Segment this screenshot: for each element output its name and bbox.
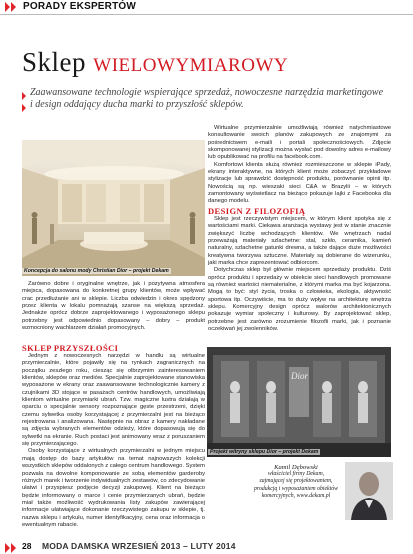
salon-concept-image	[22, 140, 205, 276]
subheading: SKLEP PRZYSZŁOŚCI	[22, 343, 119, 353]
paragraph: Osoby korzystające z wirtualnych przymierzalni w jednym miejscu mają dostęp do bazy artykułów na temat najnowszych kolekcji wszystkich sklepów oddalonych z całego centrum handlowego. System pozwala na dowolne komponowanie ze sobą elementów garderoby różnych marek i tworzenie indywidualnych zestawów, co zdecydowanie ułatwi i przyspiesz podjęcie decyzji zakupowej. Klient na bieżąco będzie informowany o marce i cenie przymierzanych ubrań, będzie miał także możliwość wydrukowania listy zakupów zawierającej informacje ułatwiające dokonanie rzeczywistego zakupu w sklepie, tj. nazwa sklepu i artykułu, numer identyfikacyjny, cena oraz informacja o ewentualnym rabacie.	[22, 448, 205, 528]
chevron-right-icon	[5, 543, 10, 553]
lead-line-2: i design oddający ducha marki to przyszłość sklepów.	[30, 99, 244, 110]
article-title-word1: Sklep	[22, 47, 94, 77]
author-line: zajmującej się projektowaniem,	[259, 478, 333, 485]
paragraph: Sklep jest rzeczywistym miejscem, w którym klient spotyka się z wartościami marki. Ciekawa aranżacja wystawy jest w stanie znacznie zwiększyć liczbę wchodzących klientów. We wnętrzach nadal przeważają materiały szlachetne: stal, szkło, ceramika, kamień naturalny, szlachetne gatunki drewna, a także dające duże możliwości kreatywna tworzywa sztuczne. Materiały są dobierane do wizerunku, jaki marka chce zaprezentować odbiorcom.	[208, 216, 391, 267]
section-header	[0, 0, 413, 14]
section-title: PORADY EKSPERTÓW	[23, 1, 137, 12]
bullet-icon	[22, 104, 26, 112]
author-line: produkcją i wyposażaniem obiektów	[254, 485, 338, 492]
paragraph: Komfortowi klienta służą również rozmieszczone w sklepie iPady, ekrany interaktywne, na których klient może zobaczyć przykładowe stylizacje lub sprawdzić dostępność produktu, porównanie opinii itp. Nowością są np. wieszaki sieci C&A w Brazylii – w których zamontowany wyświetlacz na bieżąco pokazuje lajki z Facebooka dla danego modelu.	[208, 161, 391, 205]
subheading: DESIGN Z FILOZOFIĄ	[208, 206, 306, 216]
chevron-right-icon	[11, 2, 16, 12]
paragraph: Jednym z nowoczesnych narzędzi w handlu są wirtualne przymierzalnie, które pojawiły się na rynkach zagranicznych na początku zeszłego roku, ciesząc się olbrzymim zainteresowaniem klientów, sklepów oraz mediów. Specjalnie zaprojektowane stanowiska wyposażone w ekrany oraz zaawansowane technologicznie kamery z czujnikami 3D stojące w pasażach centrów handlowych, umożliwiają klientom wirtualne przymiarki ubrań. Tzw. magiczne lustra działają w oparciu o specjalnie sensory rozpoznające gęste przestrzeni, dzięki czemu sylwetka osoby korzystającej z przymierzalni jest na bieżąco rejestrowana i analizowana. Następnie na obraz z kamery nakładane są zdjęcia wybranych elementów odzieży, które dopasowują się do sylwetki na ekranie. Ruch postaci jest animowany wraz z poruszaniem się przymierzającego.	[22, 353, 205, 448]
author-portrait	[345, 462, 393, 520]
salon-illustration	[22, 140, 205, 276]
lead-line-1: Zaawansowane technologie wspierające sprzedaż, nowoczesne narzędzia marketingowe	[30, 87, 384, 98]
left-column-2	[22, 353, 205, 529]
right-column-2	[208, 216, 391, 334]
right-column	[208, 125, 391, 206]
author-line: właściciel firmy Dekam,	[267, 471, 325, 478]
paragraph: Wirtualne przymierzalnie umożliwiają również natychmiastowe konsultowanie swoich planów zakupowych ze znajomymi za pośrednictwem e-maili i portali społecznościowych. Zdjęcie skomponowanej stylizacji można wysłać pod dowolny adres e-mailowy lub opublikować na profilu na facebook.com.	[208, 125, 391, 161]
chevron-right-icon	[11, 543, 16, 553]
avatar	[345, 462, 393, 520]
window-illustration	[207, 347, 391, 457]
bullet-icon	[22, 92, 26, 100]
article-title-word2: wielowymiarowy	[93, 47, 289, 77]
page-number: 28	[22, 541, 32, 551]
paragraph: Zarówno dobre i oryginalne wnętrze, jak i pozytywna atmosfera miejsca, dopasowana do konkretnej grupy klientów, może wpływać crac przedłużanie ani w sklepie. Liczba odwiedzin i okres spędzony przez klienta w lokalu pomnażają szanse na większą sprzedaż. Jednakże oprócz dobrze zaprojektowanego i wyposażonego sklepu potrzebny jest odpowiednio dopasowany – dobry – produkt wzmocniony wachlarzem działań promocyjnych.	[22, 281, 205, 332]
image-caption: Projekt witryny sklepu Dior – projekt Dekam	[210, 449, 319, 455]
window-display-image	[207, 347, 391, 457]
chevron-right-icon	[5, 2, 10, 12]
article-title	[22, 47, 288, 78]
left-column	[22, 281, 205, 332]
author-bio	[250, 464, 342, 500]
image-caption: Koncepcja do salonu mody Christian Dior – projekt Dekam	[24, 268, 169, 274]
header-divider	[0, 14, 413, 15]
author-line: komercyjnych, www.dekam.pl	[261, 492, 331, 499]
brand-logo: Dior	[291, 371, 309, 381]
footer-magazine-info: MODA DAMSKA WRZESIEŃ 2013 – LUTY 2014	[42, 541, 236, 551]
paragraph: Dotychczas sklep był głównie miejscem sprzedaży produktu. Dziś oprócz produktu i sprzedaży w obiekcie sieci handlowych promowane są również wartości niematerialne, z którymi marka ma być kojarzona. Mogą to być: styl życia, troska o człowieka, ekologia, aktywność sportowa itp. Oczywiście, ma to duży wpływ na architekturę wnętrza sklepu. Komercyjny design oprócz walorów architektonicznych pokazuje wymiar społeczny i kulturowy. By zaprojektować sklep, potrzebne jest zarówno zrozumienie filozofii marki, jak i poznanie oczekiwań jej zwolenników.	[208, 267, 391, 333]
author-name: Kamil Dębowski	[274, 464, 318, 471]
